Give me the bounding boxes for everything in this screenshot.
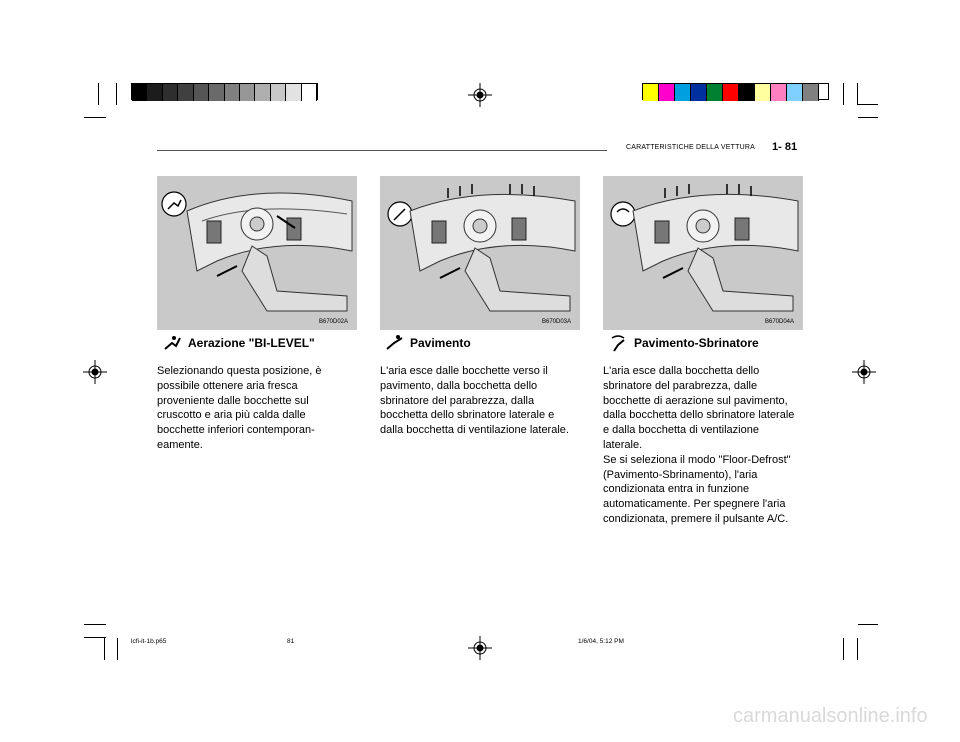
color-swatch — [302, 84, 317, 101]
heading-text: Pavimento-Sbrinatore — [634, 336, 759, 350]
text-line: Selezionando questa posizione, è — [157, 365, 322, 377]
color-swatch — [163, 84, 178, 101]
figure-code: B670D04A — [765, 319, 795, 325]
dashboard-illustration — [380, 176, 580, 330]
crop-mark — [117, 638, 118, 660]
watermark: carmanualsonline.info — [733, 705, 928, 727]
crop-mark — [858, 624, 878, 625]
figure-code: B670D03A — [542, 319, 572, 325]
text-line: bocchetta dello sbrinatore laterale e — [380, 409, 555, 422]
text-line: laterale. — [603, 438, 643, 451]
floor-defrost-mode-icon — [608, 334, 628, 352]
registration-crosshair-icon — [83, 360, 107, 384]
figure-code: B670D02A — [319, 319, 349, 325]
section-title: CARATTERISTICHE DELLA VETTURA — [626, 144, 755, 151]
text-line: condizionata, premere il pulsante A/C. — [603, 512, 789, 525]
dashboard-illustration — [603, 176, 803, 330]
crop-mark — [98, 83, 99, 105]
section-heading — [384, 334, 471, 352]
color-swatch — [691, 84, 707, 101]
header-rule — [157, 150, 607, 151]
section-heading — [608, 334, 759, 352]
color-swatch — [707, 84, 723, 101]
body-text — [603, 364, 803, 527]
dashboard-illustration — [157, 176, 357, 330]
color-swatch — [643, 84, 659, 101]
text-line: automaticamente. Per spegnere l'aria — [603, 498, 786, 511]
section-heading — [162, 334, 315, 352]
color-swatch — [271, 84, 286, 101]
color-swatch — [787, 84, 803, 101]
crop-mark — [116, 83, 117, 105]
text-line: Se si seleziona il modo "Floor-Defrost" — [603, 453, 791, 466]
color-swatch — [675, 84, 691, 101]
body-text — [380, 364, 580, 438]
slug-date: 1/6/04, 5:12 PM — [578, 638, 624, 645]
color-swatch — [755, 84, 771, 101]
registration-crosshair-icon — [468, 636, 492, 660]
color-swatch — [132, 84, 147, 101]
color-swatch — [178, 84, 193, 101]
text-line: pavimento, dalla bocchetta dello — [380, 379, 538, 392]
text-line: L'aria esce dalla bocchetta dello — [603, 365, 760, 377]
text-line: bocchette inferiori contemporan- — [157, 424, 315, 437]
color-swatch — [240, 84, 255, 101]
text-line: dalla bocchetta di ventilazione laterale. — [380, 424, 569, 437]
text-line: condizionata entra in funzione — [603, 483, 750, 496]
text-line: dalla bocchetta dello sbrinatore laterale — [603, 409, 795, 422]
text-line: sbrinatore del parabrezza, dalla — [380, 394, 535, 407]
text-line: eamente. — [157, 438, 203, 451]
floor-mode-icon — [384, 334, 404, 352]
heading-text: Aerazione "BI-LEVEL" — [188, 336, 315, 350]
text-line: sbrinatore del parabrezza, dalle — [603, 379, 758, 392]
figure-floor — [380, 176, 580, 330]
color-swatch — [209, 84, 224, 101]
color-calibration-bar — [642, 83, 829, 100]
crop-mark — [858, 117, 878, 118]
text-line: (Pavimento-Sbrinamento), l'aria — [603, 468, 758, 481]
registration-crosshair-icon — [852, 360, 876, 384]
color-swatch — [739, 84, 755, 101]
bi-level-mode-icon — [162, 334, 182, 352]
slug-page: 81 — [287, 638, 295, 645]
slug-file: lcfi-it-1b.p65 — [131, 638, 167, 645]
color-swatch — [194, 84, 209, 101]
registration-crosshair-icon — [468, 83, 492, 107]
color-swatch — [255, 84, 270, 101]
color-swatch — [771, 84, 787, 101]
crop-mark — [843, 83, 844, 105]
text-line: possibile ottenere aria fresca — [157, 379, 298, 392]
color-swatch — [723, 84, 739, 101]
grayscale-calibration-bar — [131, 83, 318, 100]
text-line: bocchette di aerazione sul pavimento, — [603, 394, 788, 407]
crop-mark — [84, 637, 106, 638]
color-swatch — [286, 84, 301, 101]
figure-floor-defrost — [603, 176, 803, 330]
crop-mark — [858, 104, 878, 105]
page-number: 1- 81 — [772, 141, 798, 153]
text-line: L'aria esce dalle bocchette verso il — [380, 365, 548, 377]
text-line: e dalla bocchetta di ventilazione — [603, 424, 759, 437]
color-swatch — [225, 84, 240, 101]
crop-mark — [857, 638, 858, 660]
crop-mark — [104, 638, 105, 660]
text-line: proveniente dalle bocchette sul — [157, 394, 309, 407]
figure-bi-level — [157, 176, 357, 330]
color-swatch — [147, 84, 162, 101]
crop-mark — [84, 624, 106, 625]
crop-mark — [843, 638, 844, 660]
text-line: cruscotto e aria più calda dalle — [157, 409, 306, 422]
crop-mark — [84, 117, 106, 118]
crop-mark — [857, 83, 858, 105]
color-swatch — [803, 84, 819, 101]
heading-text: Pavimento — [410, 336, 471, 350]
body-text — [157, 364, 357, 453]
color-swatch — [659, 84, 675, 101]
